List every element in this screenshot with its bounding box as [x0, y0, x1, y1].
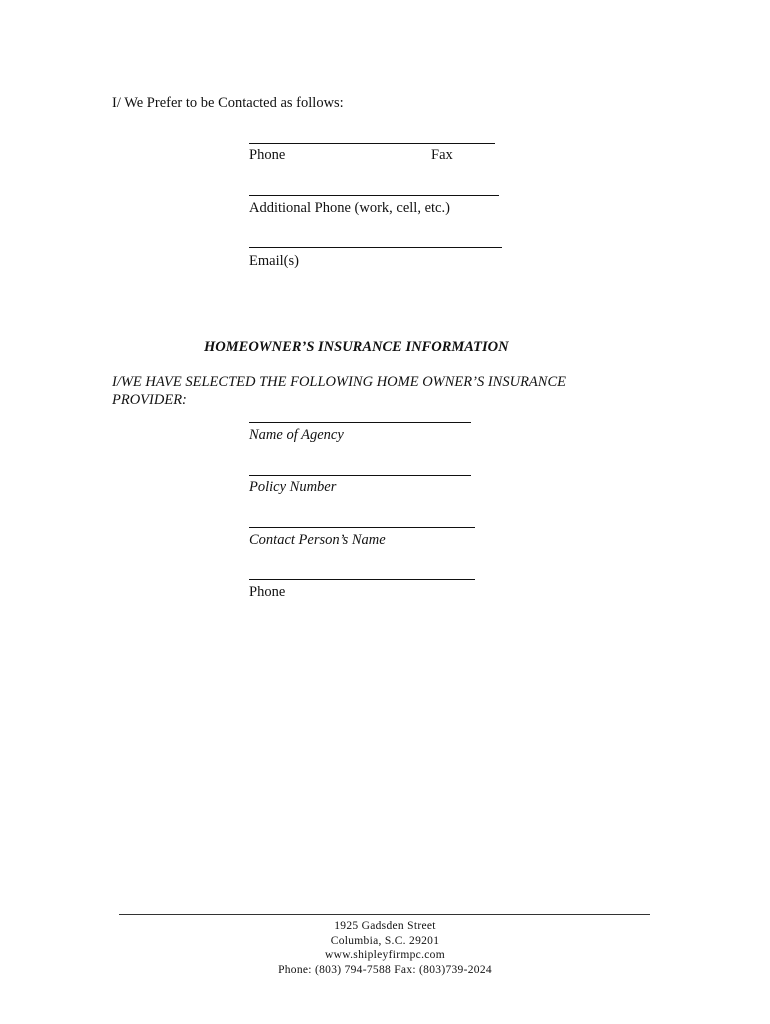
footer-city: Columbia, S.C. 29201 [330, 935, 440, 947]
phone-fax-signature-line [249, 143, 495, 144]
agency-line [249, 422, 471, 423]
contact-person-line [249, 527, 475, 528]
contact-intro: I/ We Prefer to be Contacted as follows: [112, 95, 344, 111]
footer-website: www.shipleyfirmpc.com [325, 949, 445, 961]
insurance-statement-line1: I/WE HAVE SELECTED THE FOLLOWING HOME OWNER’S INSURANCE [112, 374, 566, 390]
agency-label: Name of Agency [249, 427, 344, 443]
policy-line [249, 475, 471, 476]
additional-phone-line [249, 195, 499, 196]
insurance-heading: HOMEOWNER’S INSURANCE INFORMATION [204, 339, 509, 355]
contact-person-label: Contact Person’s Name [249, 532, 386, 548]
email-line [249, 247, 502, 248]
phone-label: Phone [249, 147, 286, 163]
additional-phone-label: Additional Phone (work, cell, etc.) [249, 200, 450, 216]
footer-street: 1925 Gadsden Street [334, 920, 436, 932]
footer-phone-fax: Phone: (803) 794-7588 Fax: (803)739-2024 [278, 964, 492, 976]
policy-label: Policy Number [249, 479, 337, 495]
fax-label: Fax [431, 147, 453, 163]
insurance-phone-line [249, 579, 475, 580]
insurance-statement-line2: PROVIDER: [112, 392, 187, 408]
emails-label: Email(s) [249, 253, 299, 269]
footer-divider [119, 914, 650, 915]
insurance-phone-label: Phone [249, 584, 286, 600]
